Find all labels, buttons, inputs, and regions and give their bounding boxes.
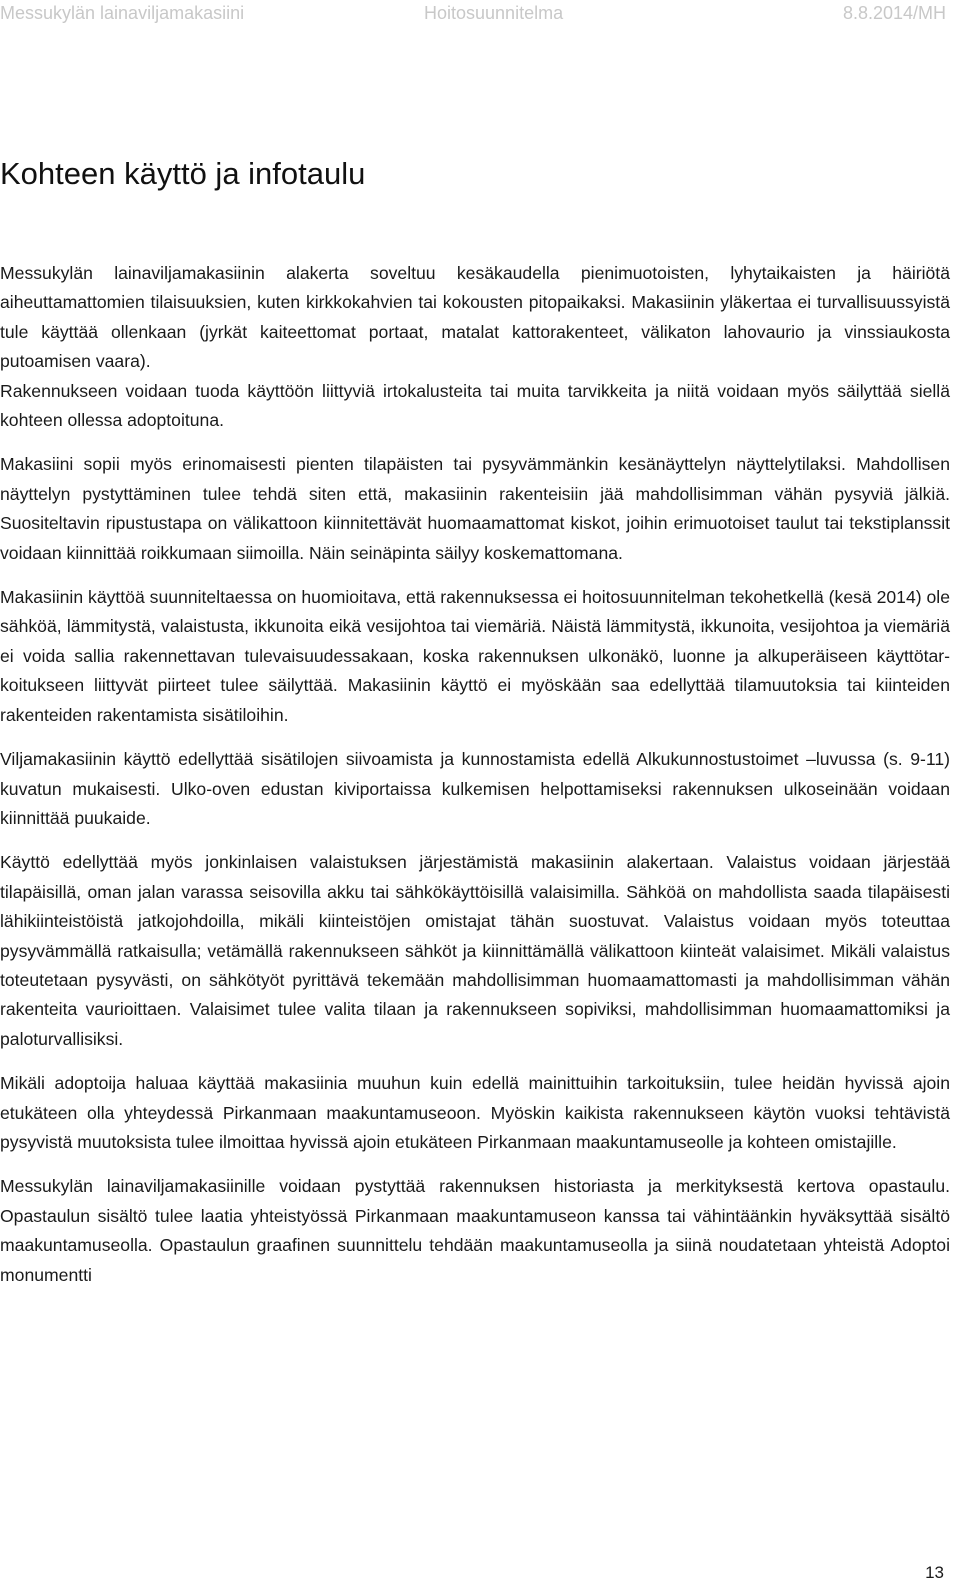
paragraph-other-uses: Mikäli adoptoija haluaa käyttää makasiinia muuhun kuin edellä mainittuihin tarkoituksiin, tulee heidän hyvissä ajoin etukäteen olla yhteydessä Pirkanmaan maakuntamuseoon. Myöskin kaikista rakennukseen käytön vuoksi tehtävistä pysyvistä muutoksista tulee ilmoittaa hyvissä ajoin etukäteen Pirkanmaan maakuntamuseolle ja kohteen omistajille. xyxy=(0,1073,950,1152)
page-header xyxy=(0,0,960,28)
paragraph-utilities: Makasiinin käyttöä suunniteltaessa on huomioitava, että rakennuksessa ei hoitosuunnitelman tekohetkellä (kesä 2014) ole sähköä, lämmitystä, valaistusta, ikkunoita eikä vesijohtoa tai viemäriä. Näistä lämmitystä, ikkunoita, vesijohtoa ja viemäriä ei voida sallia rakennettavan tulevaisuudessakaan, koska rakennuksen ulkonäkö, luonne ja alkuperäiseen käyttötarkoitukseen liittyvät piirteet tulee säilyttää. Makasiinin käyttö ei myöskään saa edellyttää tilamuutoksia tai kiinteiden rakenteiden rakentamista sisätiloihin. xyxy=(0,587,950,725)
paragraph-cleaning: Viljamakasiinin käyttö edellyttää sisätilojen siivoamista ja kunnostamista edellä Alkukunnostustoimet –luvussa (s. 9-11) kuvatun mukaisesti. Ulko-oven edustan kiviportaissa kulkemisen helpottamiseksi rakennuksen ulkoseinään voidaan kiinnittää puukaide. xyxy=(0,749,950,828)
header-document-name: Messukylän lainaviljamakasiini xyxy=(0,3,245,23)
page-number: 13 xyxy=(925,1563,944,1582)
paragraph-info-board: Messukylän lainaviljamakasiinille voidaan pystyttää rakennuksen historiasta ja merkityksestä kertova opastaulu. Opastaulun sisältö tulee laatia yhteistyössä Pirkanmaan maakuntamuseon kanssa tai vähintäänkin hyväksyttää sisältö maakuntamuseolla. Opastaulun graafinen suunnittelu tehdään maakuntamuseolla ja siinä noudatetaan yhteistä Adoptoi monumentti xyxy=(0,1176,950,1285)
paragraph-usage: Messukylän lainaviljamakasiinin alakerta soveltuu kesäkaudella pienimuotoisten, lyhytaikaisten ja häiriötä aiheuttamattomien tilaisuuksien, kuten kirkkokahvien tai kokousten pitopaikaksi. Makasiinin yläkertaa ei turvallisuussyistä tule käyttää ollenkaan (jyrkät kaiteettomat portaat, matalat kattorakenteet, välikaton lahovaurio ja vinssiaukosta putoamisen vaara). xyxy=(0,263,950,372)
paragraph-exhibition: Makasiini sopii myös erinomaisesti pienten tilapäisten tai pysyvämmänkin kesänäyttelyn näyttelytilaksi. Mahdollisen näyttelyn pystyttäminen tulee tehdä siten että, makasiinin rakenteisiin jää mahdollisimman vähän pysyviä jälkiä. Suositeltavin ripustustapa on välikattoon kiinnitettävät huomaamattomat kiskot, joihin erimuotoiset taulut tai tekstiplanssit voidaan kiinnittää roikkumaan siimoilla. Näin seinäpinta säilyy koskemattomana. xyxy=(0,454,950,563)
body-text xyxy=(0,259,950,1305)
header-document-type: Hoitosuunnitelma xyxy=(424,3,564,23)
paragraph-lighting: Käyttö edellyttää myös jonkinlaisen valaistuksen järjestämistä makasiinin alakertaan. Valaistus voidaan järjestää tilapäisillä, oman jalan varassa seisovilla akku tai sähkökäyttöisillä valaisimilla. Sähköä on mahdollista saada tilapäisesti lähikiinteistöistä jatkojohdoilla, mikäli kiinteistöjen omistajat tähän suostuvat. Valaistus voidaan myös toteuttaa pysyvämmällä ratkaisulla; vetämällä rakennukseen sähköt ja kiinnittämällä välikattoon kiinteät valaisimet. Mikäli valaistus toteutetaan pysyvästi, on sähkötyöt pyrittävä tekemään mahdollisimman huomaamattomasti ja mahdollisimman vähän rakenteita vaurioittaen. Valaisimet tulee valita tilaan ja rakennukseen sopiviksi, mahdollisimman huomaamattomiksi ja paloturvallisiksi. xyxy=(0,852,950,1049)
header-date-author: 8.8.2014/MH xyxy=(842,3,946,23)
paragraph-furniture: Rakennukseen voidaan tuoda käyttöön liittyviä irtokalusteita tai muita tarvikkeita ja niitä voidaan myös säilyttää siellä kohteen ollessa adoptoituna. xyxy=(0,380,950,431)
section-heading: Kohteen käyttö ja infotaulu xyxy=(0,156,366,191)
